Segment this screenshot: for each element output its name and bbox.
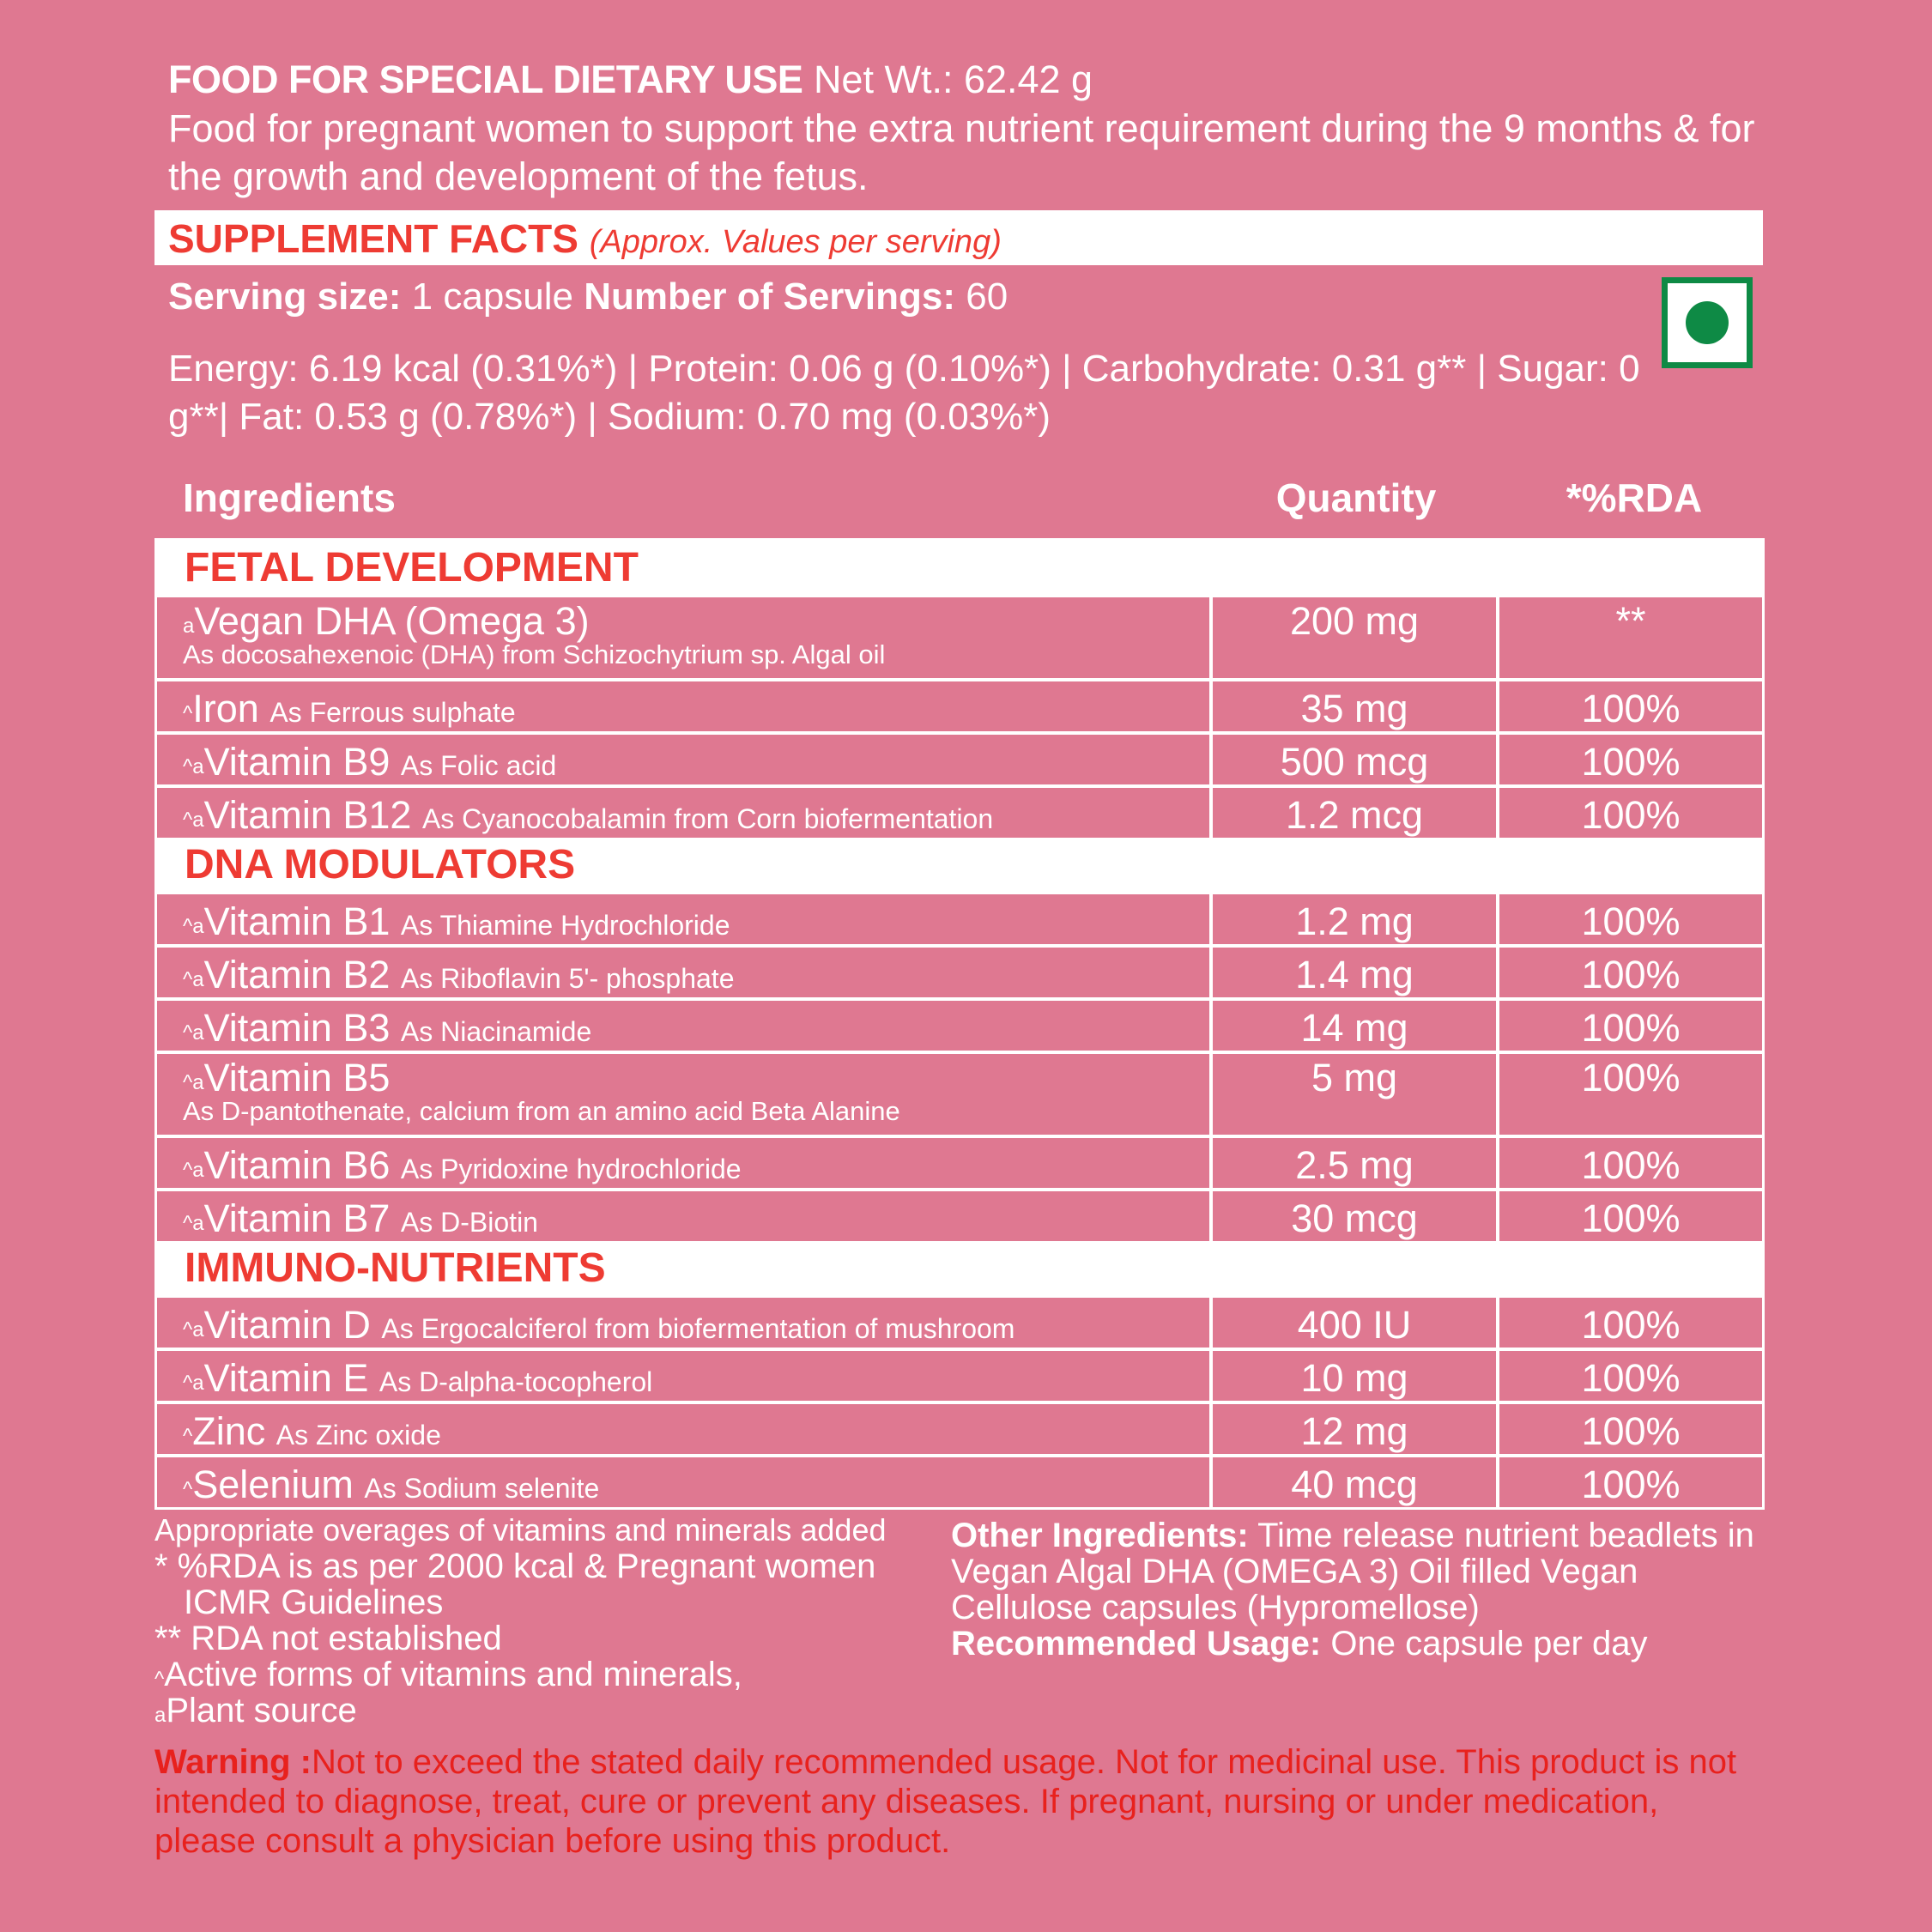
other-ingredients-block [951,1517,1775,1662]
table-row [157,784,1762,838]
ingredient-cell [157,894,1213,944]
plant-marker: a [154,1704,167,1727]
table-row [157,1348,1762,1401]
table-row [157,1051,1762,1135]
table-row [157,1454,1762,1507]
ingredient-name: Vegan DHA (Omega 3) [194,599,590,643]
ingredient-form: As Niacinamide [400,1016,592,1047]
ingredient-cell [157,1001,1213,1051]
source-marker: a [183,615,195,638]
rda-not-established-note: ** RDA not established [154,1620,502,1657]
source-marker: ^a [183,1021,204,1045]
source-marker: ^a [183,915,204,938]
quantity-cell: 30 mcg [1213,1191,1499,1241]
table-row [157,731,1762,784]
rda-cell: 100% [1581,1463,1681,1506]
veg-dot-icon [1686,301,1729,344]
source-marker: ^ [183,1425,193,1448]
supplement-facts-band [154,210,1763,265]
column-header-quantity: Quantity [1275,475,1437,520]
ingredient-cell [157,788,1213,838]
source-marker: ^ [183,1478,193,1501]
column-header-ingredients: Ingredients [183,475,396,520]
rda-cell: 100% [1581,953,1681,996]
ingredient-form: As Cyanocobalamin from Corn biofermentation [421,803,994,834]
quantity-cell: 1.2 mcg [1213,788,1499,838]
ingredient-cell [157,597,1213,678]
ingredient-name: Vitamin B7 [203,1196,391,1240]
source-marker: ^a [183,968,204,991]
other-ingredients-text: Time release nutrient beadlets in Vegan Algal DHA (OMEGA 3) Oil filled Vegan Cellulose capsules (Hypromellose) [951,1517,1754,1626]
facts-subtitle: (Approx. Values per serving) [589,224,1002,260]
source-marker: ^a [183,809,204,832]
table-row [157,1298,1762,1348]
ingredient-name: Vitamin B2 [203,953,391,996]
quantity-cell: 2.5 mg [1213,1138,1499,1188]
rda-cell: 100% [1581,899,1681,943]
ingredient-name: Vitamin E [203,1356,369,1400]
warning-label: Warning : [154,1743,312,1781]
ingredient-name: Vitamin B3 [203,1006,391,1050]
ingredient-name: Vitamin B5 [203,1056,391,1099]
overages-note: Appropriate overages of vitamins and minerals added [154,1512,887,1547]
ingredient-cell [157,1404,1213,1454]
ingredient-name: Vitamin B1 [203,899,391,943]
rda-cell: 100% [1581,740,1681,784]
rda-basis-note-cont: ICMR Guidelines [184,1584,444,1621]
column-header-rda: *%RDA [1566,475,1703,520]
source-marker: ^a [183,1071,204,1094]
nutrition-summary: Energy: 6.19 kcal (0.31%*) | Protein: 0.06 g (0.10%*) | Carbohydrate: 0.31 g** | Sugar: 0 g**| Fat: 0.53 g (0.78%*) | Sodium: 0.70 mg (0.03%*) [168,348,1640,438]
recommended-usage-label: Recommended Usage: [951,1625,1322,1662]
quantity-cell: 400 IU [1213,1298,1499,1348]
ingredient-form: As Thiamine Hydrochloride [400,910,730,941]
active-forms-text: Active forms of vitamins and minerals, [164,1656,742,1693]
ingredient-name: Zinc [192,1409,266,1453]
ingredient-name: Selenium [192,1463,354,1506]
ingredient-cell [157,681,1213,731]
source-marker: ^a [183,755,204,778]
footnotes [154,1512,944,1729]
rda-cell: 100% [1581,1143,1681,1187]
section-header-fetal-development: FETAL DEVELOPMENT [157,541,1762,597]
rda-cell: 100% [1581,1409,1681,1453]
source-marker: ^a [183,1318,204,1341]
rda-cell: ** [1615,599,1646,643]
ingredient-name: Vitamin B12 [203,793,412,837]
ingredient-cell [157,735,1213,784]
supplement-facts-heading [168,215,1002,265]
net-weight: Net Wt.: 62.42 g [813,58,1093,101]
other-ingredients-label: Other Ingredients: [951,1517,1249,1554]
rda-basis-note: * %RDA is as per 2000 kcal & Pregnant women [154,1547,876,1585]
rda-cell: 100% [1581,1006,1681,1050]
quantity-cell: 14 mg [1213,1001,1499,1051]
table-row [157,1188,1762,1241]
ingredient-name: Vitamin D [203,1303,371,1347]
plant-source-text: Plant source [166,1692,357,1729]
quantity-cell: 5 mg [1213,1054,1499,1135]
table-row [157,678,1762,731]
quantity-cell: 40 mcg [1213,1457,1499,1507]
quantity-cell: 1.2 mg [1213,894,1499,944]
product-description: Food for pregnant women to support the extra nutrient requirement during the 9 months & for the growth and development of the fetus. [168,106,1755,198]
quantity-cell: 35 mg [1213,681,1499,731]
ingredient-cell [157,1298,1213,1348]
vegetarian-mark-icon [1662,277,1753,368]
rda-cell: 100% [1581,1303,1681,1347]
ingredient-form: As docosahexenoic (DHA) from Schizochytrium sp. Algal oil [183,639,886,669]
serving-size-value: 1 capsule [411,276,574,318]
table-row [157,894,1762,944]
table-row [157,1135,1762,1188]
active-forms-note [154,1656,944,1693]
quantity-cell: 1.4 mg [1213,948,1499,997]
ingredient-cell [157,1351,1213,1401]
ingredient-form: As Ergocalciferol from biofermentation of mushroom [381,1313,1015,1344]
ingredient-form: As Pyridoxine hydrochloride [400,1154,742,1184]
ingredient-name: Vitamin B9 [203,740,391,784]
ingredient-form: As Ferrous sulphate [270,697,516,728]
ingredient-form: As D-alpha-tocopherol [379,1366,653,1397]
quantity-cell: 500 mcg [1213,735,1499,784]
active-marker: ^ [154,1668,165,1691]
table-row [157,597,1762,678]
source-marker: ^ [183,702,193,725]
rda-cell: 100% [1581,687,1681,730]
serving-info [168,273,1008,321]
rda-cell: 100% [1581,1356,1681,1400]
ingredients-table [154,538,1765,1510]
recommended-usage-text: One capsule per day [1330,1625,1648,1662]
ingredient-form: As Folic acid [400,750,557,781]
ingredient-cell [157,1457,1213,1507]
section-header-dna-modulators: DNA MODULATORS [157,838,1762,894]
plant-source-note [154,1693,944,1729]
section-header-immuno-nutrients: IMMUNO-NUTRIENTS [157,1241,1762,1298]
warning-text: Not to exceed the stated daily recommended usage. Not for medicinal use. This product is not intended to diagnose, treat, cure or prevent any diseases. If pregnant, nursing or under medication, please consult a physician before using this product. [154,1743,1737,1860]
ingredient-form: As Zinc oxide [276,1420,441,1451]
facts-title: SUPPLEMENT FACTS [168,216,578,261]
table-row [157,997,1762,1051]
ingredient-cell [157,1138,1213,1188]
quantity-cell: 12 mg [1213,1404,1499,1454]
serving-size-label: Serving size: [168,276,402,318]
source-marker: ^a [183,1372,204,1395]
rda-cell: 100% [1581,1056,1681,1099]
ingredient-form: As D-pantothenate, calcium from an amino acid Beta Alanine [183,1096,900,1126]
ingredient-cell [157,1054,1213,1135]
dietary-category: FOOD FOR SPECIAL DIETARY USE [168,58,803,101]
rda-cell: 100% [1581,793,1681,837]
source-marker: ^a [183,1159,204,1182]
source-marker: ^a [183,1212,204,1235]
ingredient-cell [157,948,1213,997]
quantity-cell: 10 mg [1213,1351,1499,1401]
rda-cell: 100% [1581,1196,1681,1240]
product-category-line [168,57,1093,103]
ingredient-form: As D-Biotin [400,1207,538,1238]
ingredient-form: As Sodium selenite [364,1473,600,1504]
ingredient-name: Iron [192,687,259,730]
servings-value: 60 [966,276,1008,318]
ingredient-name: Vitamin B6 [203,1143,391,1187]
table-row [157,944,1762,997]
ingredient-cell [157,1191,1213,1241]
table-row [157,1401,1762,1454]
servings-label: Number of Servings: [584,276,956,318]
warning-block [154,1742,1768,1861]
quantity-cell: 200 mg [1213,597,1499,678]
ingredient-form: As Riboflavin 5'- phosphate [400,963,735,994]
